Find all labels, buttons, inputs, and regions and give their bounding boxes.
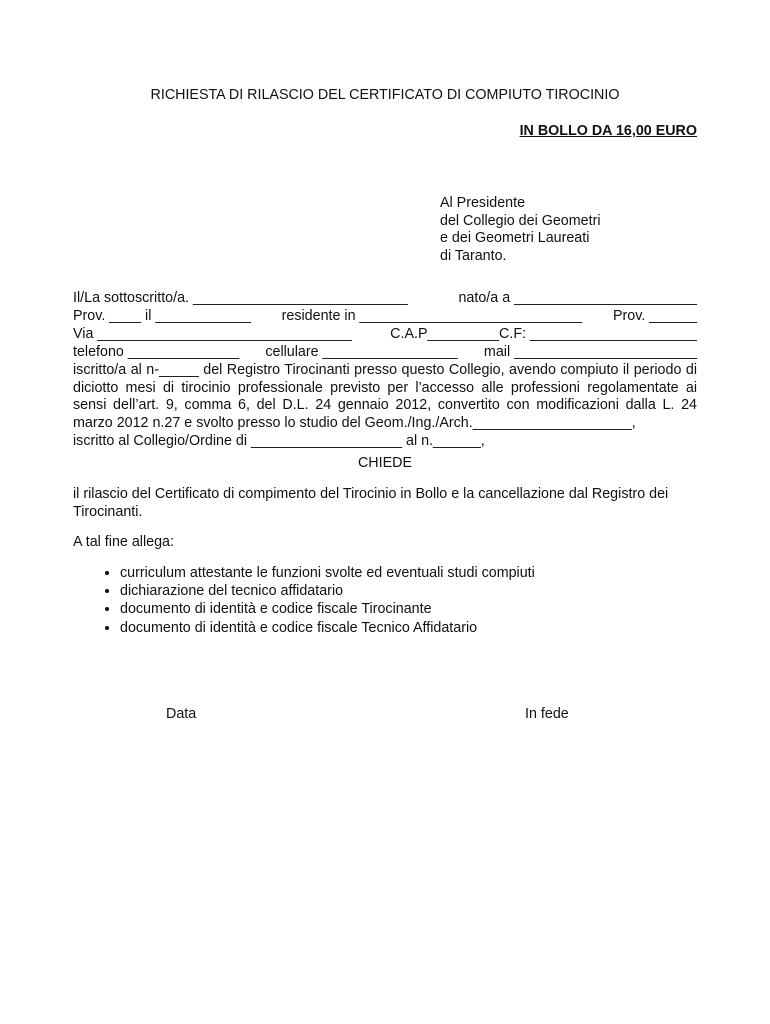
- list-item: • documento di identità e codice fiscale Tirocinante: [120, 600, 697, 618]
- recipient-line: di Taranto.: [440, 247, 507, 264]
- email-field: mail _______________________: [483, 343, 697, 360]
- residence-province-field: Prov. ______: [612, 307, 697, 324]
- attachments-intro: A tal fine allega:: [73, 533, 174, 550]
- name-birthplace-line: [73, 290, 697, 308]
- residence-field: residente in ____________________________: [281, 307, 583, 324]
- recipient-address: [440, 195, 601, 265]
- declaration-paragraph: iscritto/a al n-_____ del Registro Tirocinanti presso questo Collegio, avendo compiuto il periodo di diciotto mesi di tirocinio professionale previsto per l’accesso alle professioni regolamentate ai sensi dell’art. 9, comma 6, del D.L. 24 gennaio 2012, convertito con modificazioni dalla L. 24 marzo 2012 n.27 e svolto presso lo studio del Geom./Ing./Arch.____________________,: [73, 361, 697, 432]
- list-item: • documento di identità e codice fiscale Tecnico Affidatario: [120, 619, 697, 637]
- name-field: Il/La sottoscritto/a. ___________________________: [73, 290, 408, 306]
- birth-province-date-field: Prov. ____ il ____________: [73, 307, 251, 324]
- signature-label: In fede: [525, 706, 569, 722]
- cap-cf-field: C.A.P_________C.F: _____________________: [390, 325, 697, 342]
- recipient-line: e dei Geometri Laureati: [440, 230, 590, 246]
- address-line: [73, 326, 697, 344]
- date-label: Data: [166, 706, 197, 722]
- request-paragraph: il rilascio del Certificato di compimento del Tirocinio in Bollo e la cancellazione dal Registro dei Tirocinanti.: [73, 486, 669, 520]
- list-item: • dichiarazione del tecnico affidatario: [120, 582, 697, 600]
- attachments-list: [73, 564, 697, 637]
- recipient-line: del Collegio dei Geometri: [440, 212, 601, 229]
- chiede-heading: CHIEDE: [357, 455, 413, 472]
- collegio-line: iscritto al Collegio/Ordine di ___________________ al n.______,: [73, 433, 485, 450]
- phone-field: telefono ______________: [73, 343, 240, 360]
- document-title: RICHIESTA DI RILASCIO DEL CERTIFICATO DI COMPIUTO TIROCINIO: [150, 87, 620, 103]
- mobile-field: cellulare _________________: [265, 343, 458, 360]
- form-body: [73, 290, 697, 637]
- street-field: Via ________________________________: [73, 325, 352, 342]
- prov-residence-line: [73, 308, 697, 326]
- birthplace-field: nato/a a _______________________: [458, 290, 697, 306]
- stamp-duty-note: IN BOLLO DA 16,00 EURO: [519, 123, 697, 139]
- recipient-line: Al Presidente: [440, 195, 526, 211]
- contact-line: [73, 344, 697, 362]
- list-item: • curriculum attestante le funzioni svolte ed eventuali studi compiuti: [120, 564, 697, 582]
